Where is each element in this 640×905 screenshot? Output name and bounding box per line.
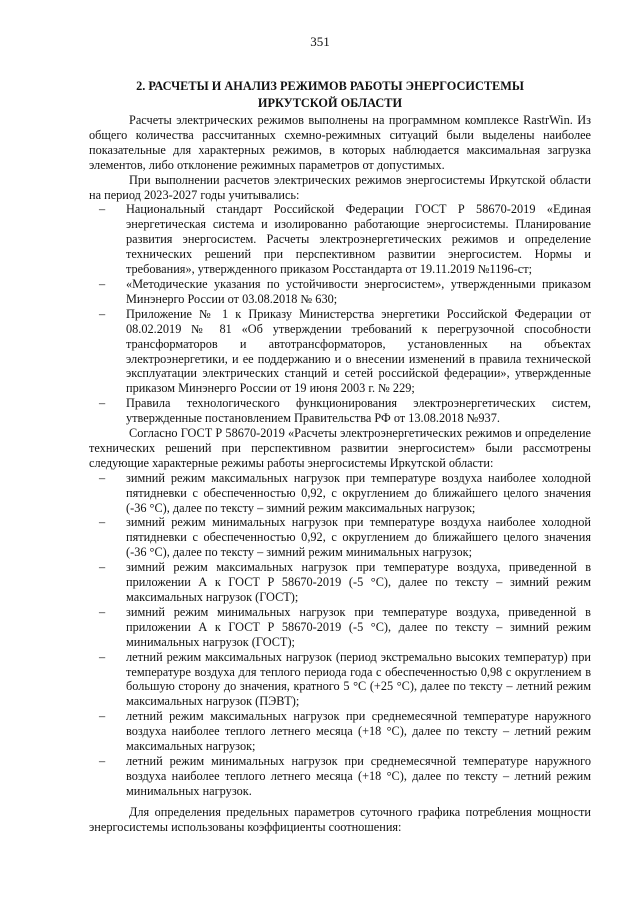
dash-bullet: – bbox=[99, 306, 106, 321]
list-item-text: зимний режим минимальных нагрузок при температуре воздуха наиболее холодной пятидневки с обеспеченностью 0,92, с округлением до ближайшего целого значения (-36 °С), далее по тексту – зимний режим минимальных нагрузок; bbox=[126, 515, 591, 560]
list-item-text: летний режим минимальных нагрузок при среднемесячной температуре наружного воздуха наиболее теплого летнего месяца (+18 °С), далее по тексту – летний режим минимальных нагрузок. bbox=[126, 753, 591, 798]
list-item-text: зимний режим максимальных нагрузок при температуре воздуха, приведенной в приложении А к ГОСТ Р 58670-2019 (-5 °С), далее по тексту – зимний режим максимальных нагрузок (ГОСТ); bbox=[126, 560, 591, 604]
dash-bullet: – bbox=[99, 560, 106, 575]
list-item-text: Приложение № 1 к Приказу Министерства энергетики Российской Федерации от 08.02.2019 № 81 «Об утверждении требований к перегрузочной способности трансформаторов и автотрансформаторов, установленных на объектах электроэнергетики, и ее поддержанию и о внесении изменений в правила технической эксплуатации электрических станций и сетей российской федерации», утвержденные приказом Минэнерго России от 19 июня 2003 г. № 229; bbox=[126, 306, 591, 396]
dash-bullet: – bbox=[99, 604, 106, 619]
dash-bullet: – bbox=[99, 276, 106, 291]
list-item bbox=[99, 396, 591, 426]
list-item bbox=[99, 649, 591, 710]
paragraph-intro-1: Расчеты электрических режимов выполнены на программном комплексе RastrWin. Из общего количества рассчитанных схемно-режимных ситуаций были выделены наиболее показательные для характерных режимов, в которых наблюдается максимальная загрузка элементов, либо отклонение режимных параметров от допустимых. bbox=[89, 113, 591, 172]
body-text bbox=[89, 113, 591, 835]
dash-bullet: – bbox=[99, 753, 106, 768]
list-item-text: зимний режим максимальных нагрузок при температуре воздуха наиболее холодной пятидневки с обеспеченностью 0,92, с округлением до ближайшего целого значения (-36 °С), далее по тексту – зимний режим максимальных нагрузок; bbox=[126, 470, 591, 515]
list-item bbox=[99, 470, 591, 516]
dash-bullet: – bbox=[99, 202, 106, 217]
dash-bullet: – bbox=[99, 649, 106, 664]
list-item-text: Правила технологического функционирования электроэнергетических систем, утвержденные постановлением Правительства РФ от 13.08.2018 №937. bbox=[126, 396, 591, 426]
list-item-text: летний режим максимальных нагрузок при среднемесячной температуре наружного воздуха наиболее теплого летнего месяца (+18 °С), далее по тексту – летний режим максимальных нагрузок; bbox=[126, 709, 591, 754]
list-item-text: Национальный стандарт Российской Федерации ГОСТ Р 58670-2019 «Единая энергетическая система и изолированно работающие энергосистемы. Планирование развития энергосистем. Расчеты электроэнергетических режимов и определение технических решений при перспективном развитии энергосистем. Нормы и требования», утвержденного приказом Росстандарта от 19.11.2019 №1196-ст; bbox=[126, 202, 591, 277]
dash-bullet: – bbox=[99, 709, 106, 724]
considered-documents-list bbox=[89, 202, 591, 426]
paragraph-intro-2: При выполнении расчетов электрических режимов энергосистемы Иркутской области на период 2023-2027 годы учитывались: bbox=[89, 172, 591, 202]
list-item bbox=[99, 276, 591, 307]
list-item bbox=[99, 202, 591, 277]
paragraph-middle: Согласно ГОСТ Р 58670-2019 «Расчеты электроэнергетических режимов и определение технических решений при перспективном развитии энергосистем» были рассмотрены следующие характерные режимы работы энергосистемы Иркутской области: bbox=[89, 426, 591, 470]
list-item bbox=[99, 306, 591, 396]
list-item-text: «Методические указания по устойчивости энергосистем», утвержденными приказом Минэнерго России от 03.08.2018 № 630; bbox=[126, 276, 591, 306]
list-item bbox=[99, 560, 591, 605]
list-item bbox=[99, 515, 591, 560]
dash-bullet: – bbox=[99, 396, 106, 411]
page-number: 351 bbox=[310, 34, 330, 49]
section-heading-line-1: 2. РАСЧЕТЫ И АНАЛИЗ РЕЖИМОВ РАБОТЫ ЭНЕРГОСИСТЕМЫ bbox=[136, 79, 524, 93]
section-heading bbox=[100, 78, 560, 112]
list-item bbox=[99, 753, 591, 799]
dash-bullet: – bbox=[99, 515, 106, 530]
paragraph-closing: Для определения предельных параметров суточного графика потребления мощности энергосистемы использованы коэффициенты соотношения: bbox=[89, 804, 591, 834]
dash-bullet: – bbox=[99, 470, 106, 485]
list-item bbox=[99, 709, 591, 754]
characteristic-modes-list bbox=[89, 471, 591, 799]
list-item bbox=[99, 604, 591, 650]
list-item-text: летний режим максимальных нагрузок (период экстремально высоких температур) при температуре воздуха для теплого периода года с обеспеченностью 0,98 с округлением в большую сторону до значения, кратного 5 °С (+25 °С), далее по тексту – летний режим максимальных нагрузок (ПЭВТ); bbox=[126, 649, 591, 709]
list-item-text: зимний режим минимальных нагрузок при температуре воздуха, приведенной в приложении А к ГОСТ Р 58670-2019 (-5 °С), далее по тексту – зимний режим минимальных нагрузок (ГОСТ); bbox=[126, 604, 591, 649]
section-heading-line-2: ИРКУТСКОЙ ОБЛАСТИ bbox=[257, 96, 403, 110]
